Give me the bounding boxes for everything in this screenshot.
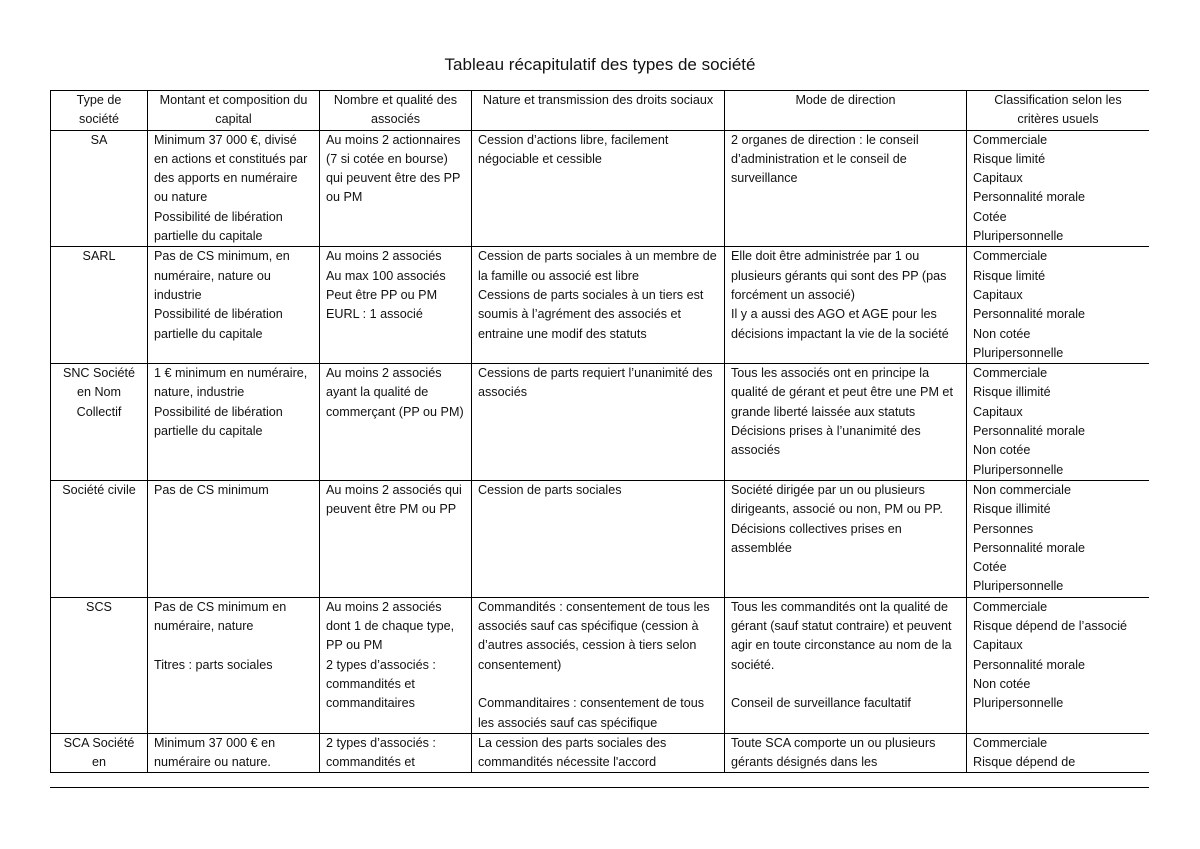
table-row bbox=[51, 597, 1150, 733]
cell-line: Au moins 2 associés ayant la qualité de commerçant (PP ou PM) bbox=[326, 366, 464, 419]
cell-line: Commandités : consentement de tous les associés sauf cas spécifique (cession à d’autres associés, cession à tiers selon consentement) bbox=[478, 599, 710, 672]
capital-cell bbox=[148, 480, 320, 597]
direction-cell bbox=[725, 597, 967, 733]
cell-line: Commerciale bbox=[973, 132, 1048, 147]
cell-line: 2 types d’associés : commandités et commanditaires bbox=[326, 657, 436, 711]
cell-line: Commerciale bbox=[973, 735, 1048, 750]
table-row bbox=[51, 733, 1150, 773]
classification-cell bbox=[967, 480, 1150, 597]
capital-cell bbox=[148, 247, 320, 364]
column-header: Nature et transmission des droits sociaux bbox=[472, 91, 725, 131]
direction-cell bbox=[725, 247, 967, 364]
droits-cell bbox=[472, 480, 725, 597]
cell-line: Pas de CS minimum, en numéraire, nature ou industrie bbox=[154, 249, 290, 302]
cell-line: Non commerciale bbox=[973, 482, 1071, 497]
associes-cell bbox=[320, 130, 472, 247]
cell-line: Au moins 2 associés bbox=[326, 249, 442, 264]
table-row bbox=[51, 480, 1150, 597]
cell-line: Conseil de surveillance facultatif bbox=[731, 696, 911, 711]
cell-line: Risque dépend de l’associé bbox=[973, 619, 1128, 634]
capital-cell bbox=[148, 130, 320, 247]
table-row bbox=[51, 130, 1150, 247]
cell-line: Possibilité de libération partielle du capitale bbox=[154, 209, 283, 244]
company-type-cell: SNC Société en Nom Collectif bbox=[51, 364, 148, 481]
cell-line: Cession de parts sociales à un membre de la famille ou associé est libre bbox=[478, 249, 717, 283]
cell-line: Cotée bbox=[973, 209, 1007, 224]
droits-cell bbox=[472, 130, 725, 247]
cell-line: Décisions prises à l’unanimité des associés bbox=[731, 424, 921, 458]
cell-line: Risque illimité bbox=[973, 385, 1051, 400]
associes-cell bbox=[320, 480, 472, 597]
cell-line: Personnalité morale bbox=[973, 307, 1086, 322]
cell-line: Capitaux bbox=[973, 171, 1023, 186]
capital-cell bbox=[148, 364, 320, 481]
cell-line: Risque limité bbox=[973, 151, 1046, 166]
direction-cell bbox=[725, 733, 967, 773]
cell-line: Cessions de parts sociales à un tiers est soumis à l’agrément des associés et entraine une modif des statuts bbox=[478, 287, 704, 341]
cell-line: Tous les commandités ont la qualité de gérant (sauf statut contraire) et peuvent agir en toute circonstance au nom de la société. bbox=[731, 599, 952, 672]
blank-line bbox=[731, 675, 960, 694]
cell-line: Tous les associés ont en principe la qualité de gérant et peut être une PM et grande liberté laissée aux statuts bbox=[731, 366, 953, 419]
cell-line: Capitaux bbox=[973, 404, 1023, 419]
classification-cell bbox=[967, 364, 1150, 481]
cell-line: Il y a aussi des AGO et AGE pour les décisions impactant la vie de la société bbox=[731, 307, 949, 341]
table-row bbox=[51, 247, 1150, 364]
direction-cell bbox=[725, 364, 967, 481]
direction-cell bbox=[725, 130, 967, 247]
cell-line: Personnalité morale bbox=[973, 657, 1086, 672]
cell-line: Minimum 37 000 €, divisé en actions et constitués par des apports en numéraire ou nature bbox=[154, 132, 308, 205]
cell-line: Commerciale bbox=[973, 599, 1048, 614]
cell-line: Société dirigée par un ou plusieurs dirigeants, associé ou non, PM ou PP. bbox=[731, 482, 943, 517]
classification-cell bbox=[967, 733, 1150, 773]
cell-line: Pas de CS minimum en numéraire, nature bbox=[154, 599, 287, 634]
cell-line: Personnalité morale bbox=[973, 424, 1086, 439]
classification-cell bbox=[967, 597, 1150, 733]
cell-line: 1 € minimum en numéraire, nature, industrie bbox=[154, 366, 308, 400]
droits-cell bbox=[472, 364, 725, 481]
cell-line: Personnes bbox=[973, 521, 1034, 536]
column-header: Type de société bbox=[51, 91, 148, 131]
table-body bbox=[51, 130, 1150, 773]
cell-line: Pluripersonnelle bbox=[973, 345, 1064, 360]
company-type-cell: Société civile bbox=[51, 480, 148, 597]
associes-cell bbox=[320, 364, 472, 481]
direction-cell bbox=[725, 480, 967, 597]
column-header: Montant et composition du capital bbox=[148, 91, 320, 131]
cell-line: Au moins 2 associés dont 1 de chaque type, PP ou PM bbox=[326, 599, 455, 653]
cell-line: Au moins 2 associés qui peuvent être PM ou PP bbox=[326, 482, 462, 517]
cell-line: Commerciale bbox=[973, 366, 1048, 381]
cell-line: Commanditaires : consentement de tous les associés sauf cas spécifique bbox=[478, 696, 705, 730]
cell-line: 2 organes de direction : le conseil d’administration et le conseil de surveillance bbox=[731, 132, 919, 186]
cell-line: Pluripersonnelle bbox=[973, 229, 1064, 244]
cell-line: Peut être PP ou PM bbox=[326, 287, 438, 302]
cell-line: Risque illimité bbox=[973, 502, 1051, 517]
classification-cell bbox=[967, 247, 1150, 364]
summary-table bbox=[50, 90, 1149, 773]
column-header: Classification selon les critères usuels bbox=[967, 91, 1150, 131]
cell-line: Titres : parts sociales bbox=[154, 657, 273, 672]
cell-line: Possibilité de libération partielle du capitale bbox=[154, 404, 283, 439]
cell-line: 2 types d’associés : commandités et bbox=[326, 735, 436, 770]
cell-line: Risque limité bbox=[973, 268, 1046, 283]
cell-line: Pluripersonnelle bbox=[973, 462, 1064, 477]
droits-cell bbox=[472, 247, 725, 364]
cell-line: Au max 100 associés bbox=[326, 268, 446, 283]
cell-line: Cessions de parts requiert l’unanimité des associés bbox=[478, 366, 713, 400]
classification-cell bbox=[967, 130, 1150, 247]
capital-cell bbox=[148, 597, 320, 733]
summary-table-container bbox=[50, 90, 1149, 788]
cell-line: Personnalité morale bbox=[973, 540, 1086, 555]
cell-line: Cession de parts sociales bbox=[478, 482, 622, 497]
cell-line: Commerciale bbox=[973, 249, 1048, 264]
cell-line: Au moins 2 actionnaires (7 si cotée en bourse) qui peuvent être des PP ou PM bbox=[326, 132, 461, 205]
cell-line: Capitaux bbox=[973, 287, 1023, 302]
cell-line: Personnalité morale bbox=[973, 190, 1086, 205]
page-title: Tableau récapitulatif des types de société bbox=[444, 55, 756, 74]
cell-line: Non cotée bbox=[973, 326, 1031, 341]
cell-line: Pluripersonnelle bbox=[973, 579, 1064, 594]
company-type-cell: SCS bbox=[51, 597, 148, 733]
company-type-cell: SARL bbox=[51, 247, 148, 364]
cell-line: Non cotée bbox=[973, 443, 1031, 458]
droits-cell bbox=[472, 597, 725, 733]
company-type-cell: SA bbox=[51, 130, 148, 247]
droits-cell bbox=[472, 733, 725, 773]
cell-line: Toute SCA comporte un ou plusieurs gérants désignés dans les bbox=[731, 735, 936, 770]
cell-line: Pluripersonnelle bbox=[973, 696, 1064, 711]
company-type-cell: SCA Société en bbox=[51, 733, 148, 773]
cell-line: Minimum 37 000 € en numéraire ou nature. bbox=[154, 735, 276, 770]
cell-line: La cession des parts sociales des commandités nécessite l'accord bbox=[478, 735, 667, 770]
cell-line: Cotée bbox=[973, 560, 1007, 575]
cell-line: Elle doit être administrée par 1 ou plusieurs gérants qui sont des PP (pas forcément un associé) bbox=[731, 249, 947, 302]
cell-line: Risque dépend de bbox=[973, 755, 1076, 770]
capital-cell bbox=[148, 733, 320, 773]
cell-line: EURL : 1 associé bbox=[326, 307, 423, 322]
associes-cell bbox=[320, 733, 472, 773]
cell-line: Cession d’actions libre, facilement négociable et cessible bbox=[478, 132, 669, 166]
column-header: Mode de direction bbox=[725, 91, 967, 131]
cell-line: Pas de CS minimum bbox=[154, 482, 269, 497]
column-header: Nombre et qualité des associés bbox=[320, 91, 472, 131]
table-header-row bbox=[51, 91, 1150, 131]
blank-line bbox=[154, 636, 313, 655]
blank-line bbox=[478, 675, 718, 694]
cell-line: Possibilité de libération partielle du capitale bbox=[154, 307, 283, 341]
cell-line: Capitaux bbox=[973, 638, 1023, 653]
associes-cell bbox=[320, 247, 472, 364]
cell-line: Décisions collectives prises en assemblée bbox=[731, 521, 902, 555]
associes-cell bbox=[320, 597, 472, 733]
cell-line: Non cotée bbox=[973, 676, 1031, 691]
table-row bbox=[51, 364, 1150, 481]
